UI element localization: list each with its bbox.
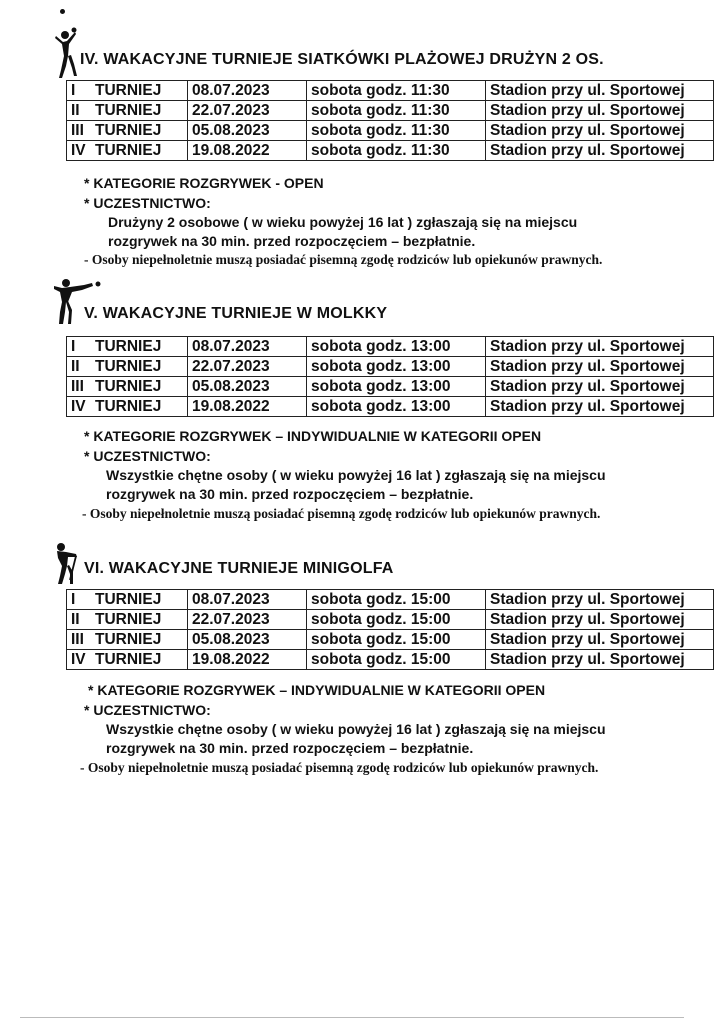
date-cell: 08.07.2023 — [188, 81, 307, 101]
round-number: I — [71, 591, 76, 608]
golfer-icon — [50, 542, 84, 586]
table-row — [67, 610, 714, 630]
category-note: * KATEGORIE ROZGRYWEK – INDYWIDUALNIE W KATEGORII OPEN — [88, 682, 546, 698]
round-cell — [67, 630, 188, 650]
round-label: TURNIEJ — [95, 338, 162, 355]
round-number: III — [71, 122, 84, 139]
table-row — [67, 121, 714, 141]
participation-heading: * UCZESTNICTWO: — [84, 195, 211, 211]
participation-text: rozgrywek na 30 min. przed rozpoczęciem – bezpłatnie. — [108, 233, 476, 249]
participation-text: rozgrywek na 30 min. przed rozpoczęciem – bezpłatnie. — [106, 740, 474, 756]
date-cell: 19.08.2022 — [188, 397, 307, 417]
minors-note: - Osoby niepełnoletnie muszą posiadać pisemną zgodę rodziców lub opiekunów prawnych. — [80, 760, 599, 775]
round-number: I — [71, 82, 76, 99]
place-cell: Stadion przy ul. Sportowej — [486, 81, 714, 101]
table-row — [67, 590, 714, 610]
time-cell: sobota godz. 15:00 — [307, 630, 486, 650]
round-cell — [67, 357, 188, 377]
category-note: * KATEGORIE ROZGRYWEK - OPEN — [84, 175, 324, 191]
time-cell: sobota godz. 13:00 — [307, 377, 486, 397]
time-cell: sobota godz. 13:00 — [307, 397, 486, 417]
section-title: IV. WAKACYJNE TURNIEJE SIATKÓWKI PLAŻOWEJ DRUŻYN 2 OS. — [80, 51, 604, 68]
date-cell: 05.08.2023 — [188, 630, 307, 650]
round-label: TURNIEJ — [95, 378, 162, 395]
round-cell — [67, 121, 188, 141]
participation-text: Wszystkie chętne osoby ( w wieku powyżej 16 lat ) zgłaszają się na miejscu — [106, 721, 606, 737]
round-cell — [67, 650, 188, 670]
time-cell: sobota godz. 13:00 — [307, 357, 486, 377]
date-cell: 22.07.2023 — [188, 101, 307, 121]
round-number: II — [71, 611, 80, 628]
table-row — [67, 650, 714, 670]
table-row — [67, 630, 714, 650]
round-label: TURNIEJ — [95, 358, 162, 375]
date-cell: 19.08.2022 — [188, 141, 307, 161]
round-cell — [67, 590, 188, 610]
place-cell: Stadion przy ul. Sportowej — [486, 630, 714, 650]
round-label: TURNIEJ — [95, 102, 162, 119]
round-cell — [67, 337, 188, 357]
table-row — [67, 101, 714, 121]
minors-note: - Osoby niepełnoletnie muszą posiadać pisemną zgodę rodziców lub opiekunów prawnych. — [84, 252, 603, 267]
minors-note: - Osoby niepełnoletnie muszą posiadać pisemną zgodę rodziców lub opiekunów prawnych. — [82, 506, 601, 521]
section-title: V. WAKACYJNE TURNIEJE W MOLKKY — [84, 305, 388, 322]
place-cell: Stadion przy ul. Sportowej — [486, 141, 714, 161]
round-label: TURNIEJ — [95, 82, 162, 99]
stray-dot — [60, 9, 65, 14]
place-cell: Stadion przy ul. Sportowej — [486, 337, 714, 357]
round-number: IV — [71, 398, 86, 415]
participation-text: Wszystkie chętne osoby ( w wieku powyżej 16 lat ) zgłaszają się na miejscu — [106, 467, 606, 483]
time-cell: sobota godz. 15:00 — [307, 590, 486, 610]
table-row — [67, 81, 714, 101]
round-cell — [67, 397, 188, 417]
table-row — [67, 141, 714, 161]
round-label: TURNIEJ — [95, 631, 162, 648]
place-cell: Stadion przy ul. Sportowej — [486, 590, 714, 610]
round-cell — [67, 377, 188, 397]
place-cell: Stadion przy ul. Sportowej — [486, 121, 714, 141]
round-number: IV — [71, 142, 86, 159]
schedule-table — [66, 589, 714, 670]
date-cell: 05.08.2023 — [188, 377, 307, 397]
schedule-table — [66, 336, 714, 417]
place-cell: Stadion przy ul. Sportowej — [486, 650, 714, 670]
schedule-table — [66, 80, 714, 161]
place-cell: Stadion przy ul. Sportowej — [486, 377, 714, 397]
volleyball-player-icon — [50, 26, 80, 80]
date-cell: 08.07.2023 — [188, 590, 307, 610]
round-number: III — [71, 378, 84, 395]
round-label: TURNIEJ — [95, 398, 162, 415]
date-cell: 22.07.2023 — [188, 357, 307, 377]
round-number: II — [71, 102, 80, 119]
participation-text: rozgrywek na 30 min. przed rozpoczęciem – bezpłatnie. — [106, 486, 474, 502]
time-cell: sobota godz. 11:30 — [307, 121, 486, 141]
round-number: III — [71, 631, 84, 648]
round-number: I — [71, 338, 76, 355]
date-cell: 08.07.2023 — [188, 337, 307, 357]
round-label: TURNIEJ — [95, 142, 162, 159]
round-label: TURNIEJ — [95, 591, 162, 608]
date-cell: 19.08.2022 — [188, 650, 307, 670]
table-row — [67, 357, 714, 377]
round-number: II — [71, 358, 80, 375]
table-row — [67, 337, 714, 357]
scan-edge-line — [20, 1017, 684, 1018]
place-cell: Stadion przy ul. Sportowej — [486, 357, 714, 377]
round-label: TURNIEJ — [95, 651, 162, 668]
round-cell — [67, 81, 188, 101]
round-label: TURNIEJ — [95, 611, 162, 628]
participation-heading: * UCZESTNICTWO: — [84, 448, 211, 464]
place-cell: Stadion przy ul. Sportowej — [486, 610, 714, 630]
round-cell — [67, 101, 188, 121]
round-cell — [67, 141, 188, 161]
place-cell: Stadion przy ul. Sportowej — [486, 397, 714, 417]
table-row — [67, 377, 714, 397]
participation-text: Drużyny 2 osobowe ( w wieku powyżej 16 lat ) zgłaszają się na miejscu — [108, 214, 578, 230]
section-title: VI. WAKACYJNE TURNIEJE MINIGOLFA — [84, 560, 394, 577]
participation-heading: * UCZESTNICTWO: — [84, 702, 211, 718]
round-number: IV — [71, 651, 86, 668]
time-cell: sobota godz. 11:30 — [307, 101, 486, 121]
round-label: TURNIEJ — [95, 122, 162, 139]
time-cell: sobota godz. 13:00 — [307, 337, 486, 357]
category-note: * KATEGORIE ROZGRYWEK – INDYWIDUALNIE W KATEGORII OPEN — [84, 428, 542, 444]
round-cell — [67, 610, 188, 630]
date-cell: 22.07.2023 — [188, 610, 307, 630]
time-cell: sobota godz. 15:00 — [307, 650, 486, 670]
time-cell: sobota godz. 11:30 — [307, 141, 486, 161]
time-cell: sobota godz. 15:00 — [307, 610, 486, 630]
table-row — [67, 397, 714, 417]
date-cell: 05.08.2023 — [188, 121, 307, 141]
time-cell: sobota godz. 11:30 — [307, 81, 486, 101]
place-cell: Stadion przy ul. Sportowej — [486, 101, 714, 121]
